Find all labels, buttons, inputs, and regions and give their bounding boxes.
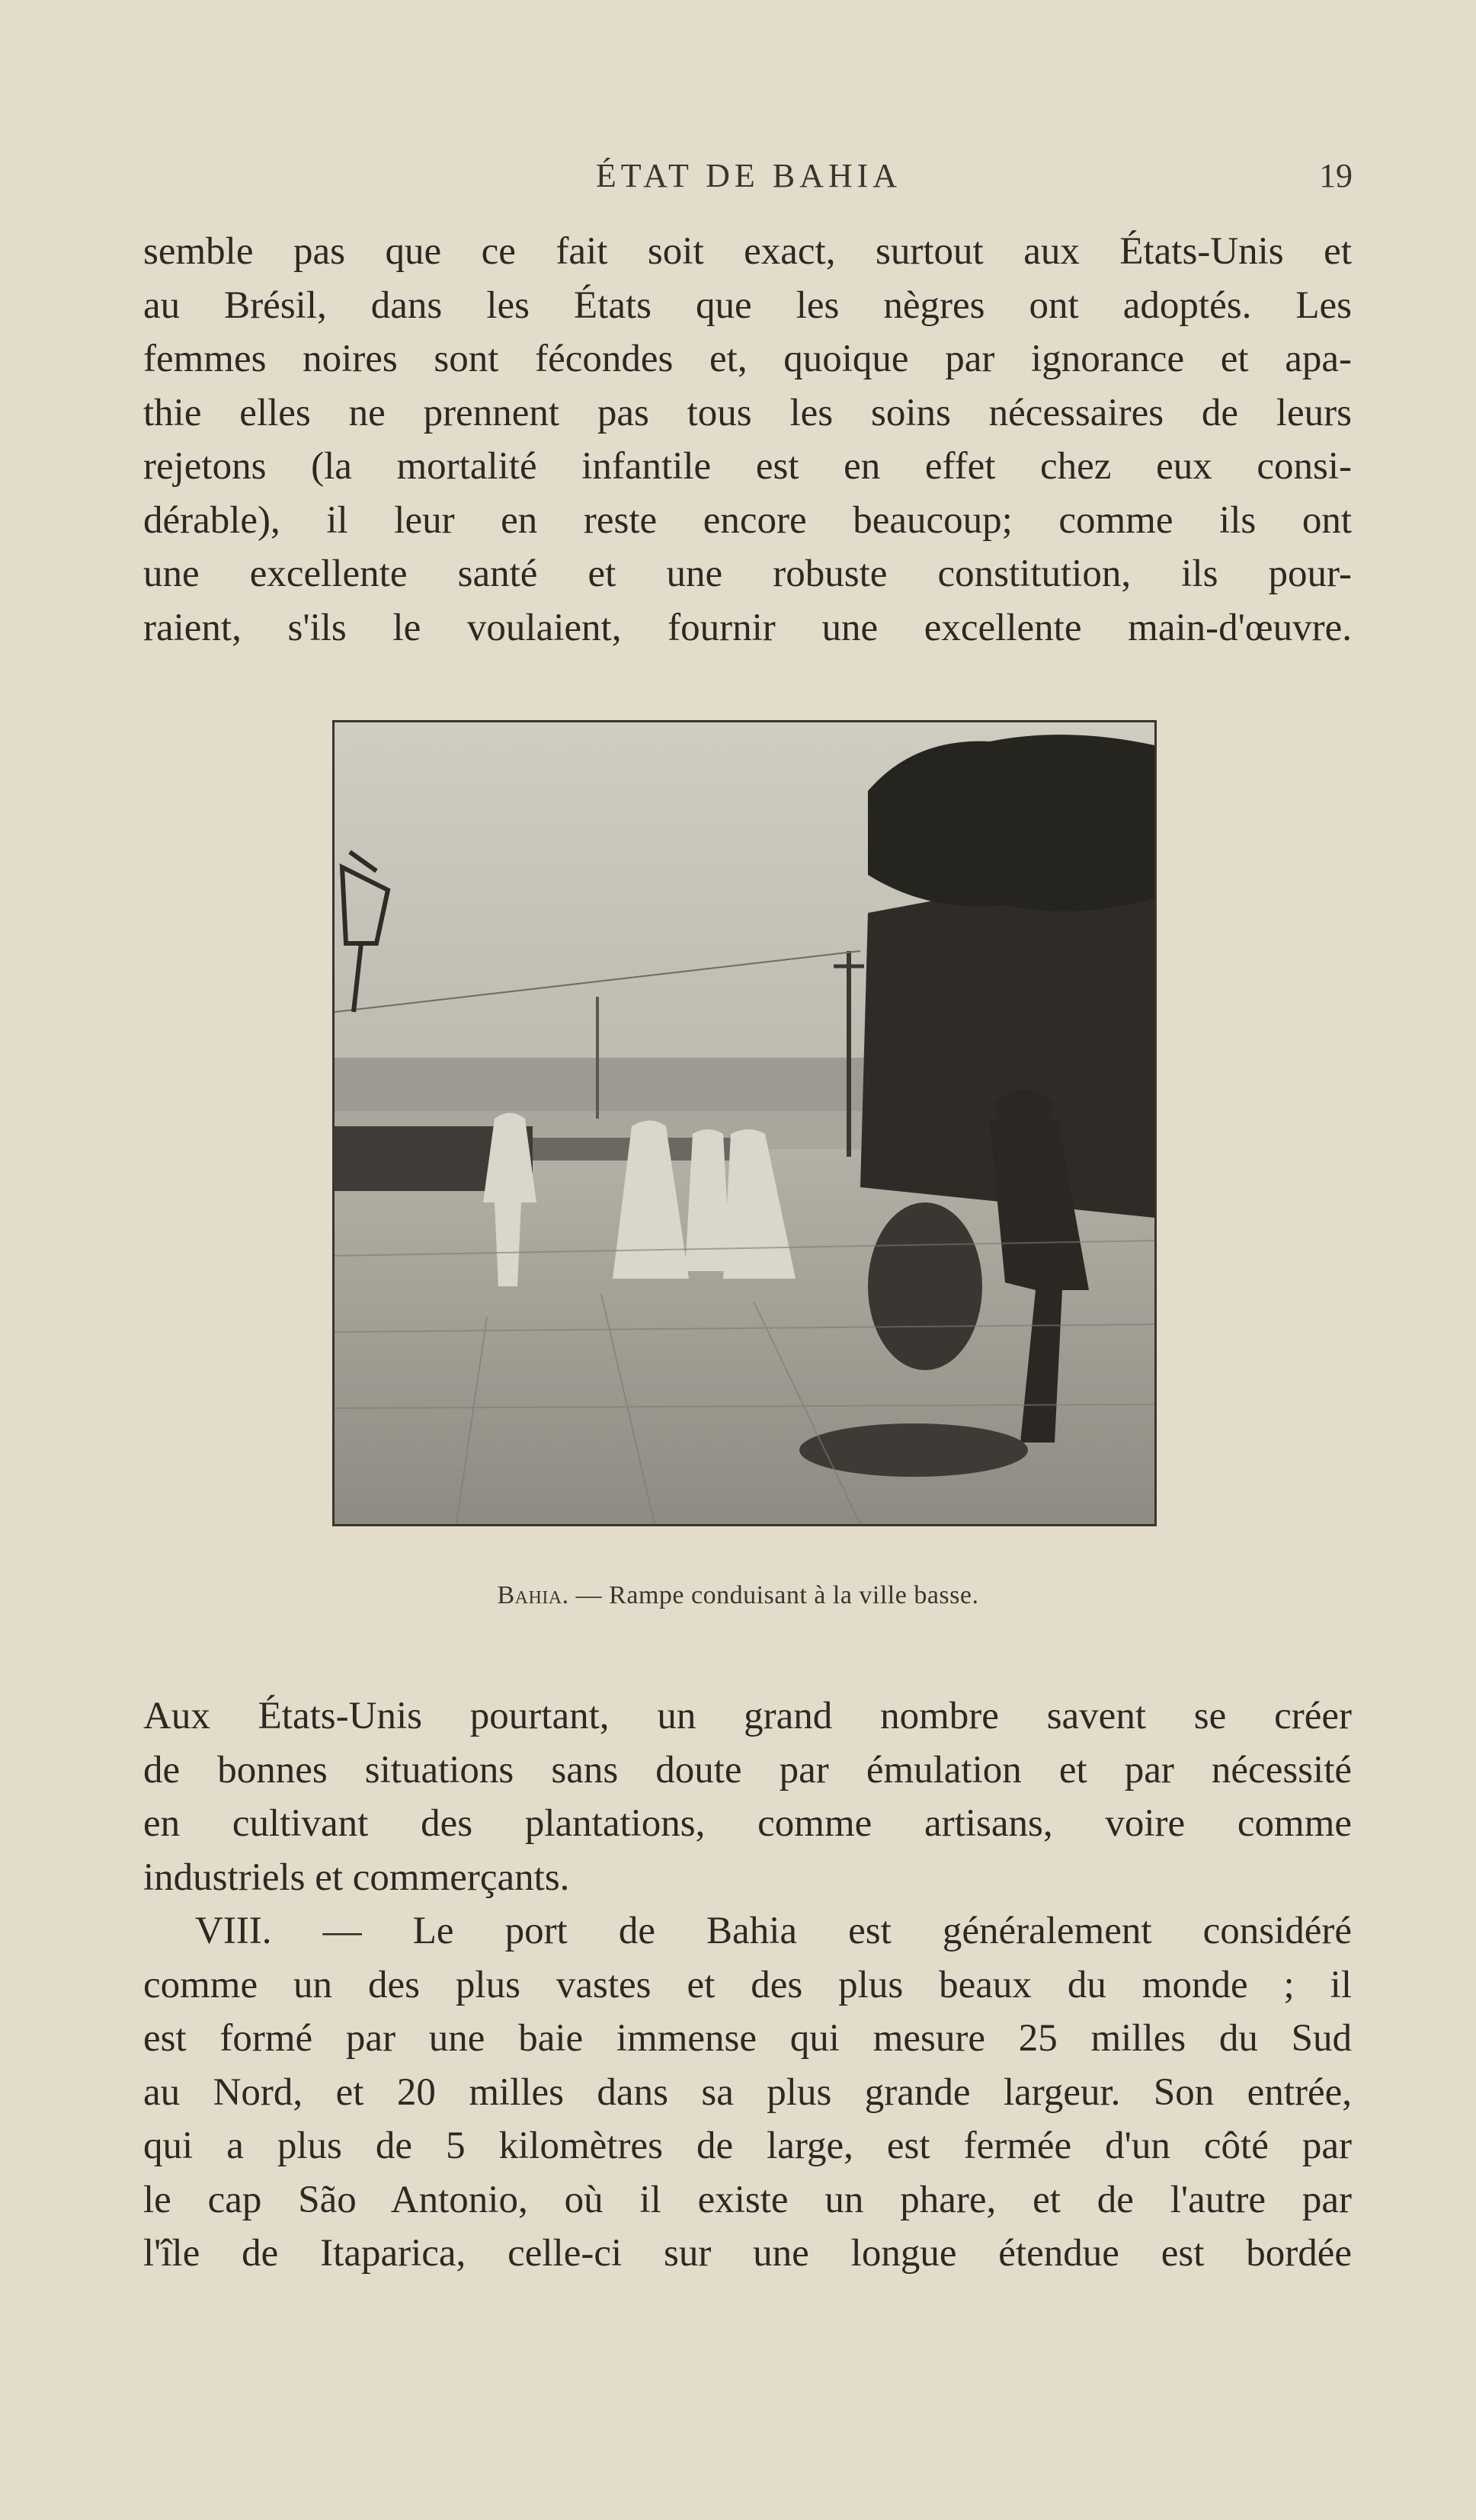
text-line: dérable), il leur en reste encore beaucoup; comme ils ont: [143, 498, 1352, 542]
photograph-bahia-ramp: [332, 720, 1157, 1526]
text-line: le cap São Antonio, où il existe un phare, et de l'autre par: [143, 2178, 1352, 2221]
text-line: rejetons (la mortalité infantile est en effet chez eux consi-: [143, 445, 1352, 488]
paragraph-top: [143, 225, 1352, 655]
text-line: VIII. — Le port de Bahia est généralement considéré: [195, 1910, 1352, 1952]
photo-illustration: [335, 722, 1154, 1524]
text-line: l'île de Itaparica, celle-ci sur une longue étendue est bordée: [143, 2232, 1352, 2275]
text-line: comme un des plus vastes et des plus beaux du monde ; il: [143, 1963, 1352, 2006]
caption-place: Bahia.: [497, 1581, 569, 1609]
caption-text: — Rampe conduisant à la ville basse.: [568, 1581, 979, 1609]
text-line: industriels et commerçants.: [143, 1856, 570, 1899]
text-line: qui a plus de 5 kilomètres de large, est fermée d'un côté par: [143, 2125, 1352, 2167]
text-line: Aux États-Unis pourtant, un grand nombre savent se créer: [143, 1695, 1352, 1737]
text-line: au Brésil, dans les États que les nègres ont adoptés. Les: [143, 283, 1352, 327]
text-line: raient, s'ils le voulaient, fournir une excellente main-d'œuvre.: [143, 606, 1352, 649]
text-line: une excellente santé et une robuste constitution, ils pour-: [143, 552, 1352, 595]
text-line: au Nord, et 20 milles dans sa plus grande largeur. Son entrée,: [143, 2070, 1352, 2114]
running-title: ÉTAT DE BAHIA: [595, 157, 902, 194]
text-line: femmes noires sont fécondes et, quoique par ignorance et apa-: [143, 338, 1352, 380]
page-header: [145, 156, 1353, 202]
sea: [335, 1058, 868, 1111]
paragraph-bottom: [143, 1904, 1352, 2281]
figure-caption: [0, 1581, 1476, 1610]
text-line: en cultivant des plantations, comme artisans, voire comme: [143, 1802, 1352, 1845]
text-line: thie elles ne prennent pas tous les soins nécessaires de leurs: [143, 391, 1352, 434]
page-number: 19: [1319, 157, 1353, 194]
text-line: est formé par une baie immense qui mesure 25 milles du Sud: [143, 2017, 1352, 2060]
text-line: semble pas que ce fait soit exact, surtout aux États-Unis et: [143, 230, 1352, 273]
tree: [868, 735, 1154, 911]
paragraph-mid: [143, 1689, 1352, 1904]
text-line: de bonnes situations sans doute par émulation et par nécessité: [143, 1748, 1352, 1792]
